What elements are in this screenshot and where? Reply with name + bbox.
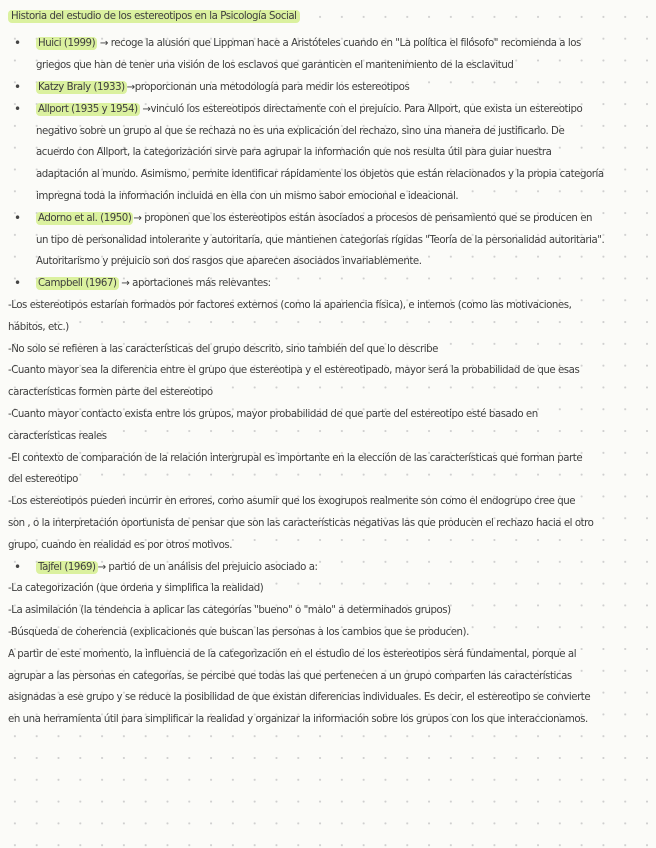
tajfel-line-7: asignadas a ese grupo y se reduce la posibilidad de que existan diferencias individuales. Es decir, el estereotipo se convierte	[8, 692, 591, 703]
campbell-line-10: del estereotipo	[8, 474, 78, 485]
bullet-huici: •	[14, 36, 22, 50]
allport-line-2: negativo sobre un grupo al que se rechaza no es una explicación del rechazo, sino una manera de justificarlo. De	[36, 126, 565, 137]
campbell-line-1: Campbell (1967) → aportaciones más relevantes:	[38, 278, 271, 289]
huici-line-1: Huici (1999) → recoge la alusión que Lippman hace a Aristóteles cuando en "La política el filósofo" recomienda a los	[38, 38, 581, 49]
allport-line-1: Allport (1935 y 1954) →vinculó los estereotipos directamente con el prejuicio. Para Allport, que exista un estereotipo	[38, 104, 583, 115]
tajfel-line-2: -La categorización (que ordena y simplifica la realidad)	[8, 583, 264, 594]
huici-line-2: griegos que han de tener una visión de los esclavos que garanticen el mantenimiento de la esclavitud	[36, 60, 514, 71]
bullet-katz: •	[14, 80, 22, 94]
campbell-line-2: -Los estereotipos estarían formados por factores externos (como la apariencia física), e internos (como las motivaciones,	[8, 300, 572, 311]
campbell-line-13: grupo, cuando en realidad es por otros motivos.	[8, 540, 233, 551]
bullet-adorno: •	[14, 211, 22, 225]
campbell-line-12: son , o la interpretación oportunista de pensar que son las características negativas las que producen el rechazo hacia el otro	[8, 518, 594, 529]
author-katz: Katzy Braly (1933)	[38, 82, 125, 93]
author-adorno: Adorno et al. (1950)	[38, 213, 132, 224]
tajfel-line-8: en una herramienta útil para simplificar la realidad y organizar la información sobre los grupos con los que interaccionamos.	[8, 714, 588, 725]
page-title	[8, 6, 648, 28]
bullet-tajfel: •	[14, 560, 22, 574]
tajfel-line-5: A partir de este momento, la influencia de la categorización en el estudio de los estereotipos será fundamental, porque al	[8, 649, 577, 660]
tajfel-line-6: agrupar a las personas en categorías, se percibe que todas las que pertenecen a un grupo comparten las características	[8, 671, 572, 682]
bullet-allport: •	[14, 102, 22, 116]
author-allport: Allport (1935 y 1954)	[38, 104, 138, 115]
title-highlight: Historia del estudio de los estereotipos en la Psicología Social	[8, 10, 300, 23]
katz-line-1: Katzy Braly (1933) →proporcionan una metodología para medir los estereotipos	[38, 82, 410, 93]
campbell-line-9: -El contexto de comparación de la relación intergrupal es importante en la elección de las características que forman parte	[8, 453, 583, 464]
allport-line-5: impregna toda la información incluida en ella con un mismo sabor emocional e ideacional.	[36, 191, 459, 202]
allport-line-3: acuerdo con Allport, la categorización sirve para agrupar la información que nos resulta útil para guiar nuestra	[36, 147, 552, 158]
campbell-line-7: -Cuanto mayor contacto exista entre los grupos, mayor probabilidad de que parte del estereotipo esté basado en	[8, 409, 538, 420]
adorno-line-3: Autoritarismo y prejuicio son dos rasgos que aparecen asociados invariablemente.	[36, 256, 422, 267]
campbell-line-11: -Los estereotipos pueden incurrir en errores, como asumir que los exogrupos realmente son como el endogrupo cree que	[8, 496, 576, 507]
author-campbell: Campbell (1967)	[38, 278, 117, 289]
tajfel-line-4: -Búsqueda de coherencia (explicaciones que buscan las personas a los cambios que se producen).	[8, 627, 469, 638]
campbell-line-6: características formen parte del estereotipo	[8, 387, 213, 398]
bullet-campbell: •	[14, 276, 22, 290]
adorno-line-1: Adorno et al. (1950) → proponen que los estereotipos están asociados a procesos de pensamiento que se producen en	[38, 213, 593, 224]
author-tajfel: Tajfel (1969)	[38, 562, 96, 573]
campbell-line-3: hábitos, etc.)	[8, 322, 69, 333]
adorno-line-2: un tipo de personalidad intolerante y autoritaria, que mantienen categorías rígidas "Teoría de la personalidad autoritaria".	[36, 235, 605, 246]
campbell-line-8: características reales	[8, 431, 107, 442]
campbell-line-5: -Cuanto mayor sea la diferencia entre el grupo que estereotipa y el estereotipado, mayor será la probabilidad de que esas	[8, 365, 580, 376]
allport-line-4: adaptación al mundo. Asimismo, permite identificar rápidamente los objetos que están relacionados y la propia categoría	[36, 169, 604, 180]
tajfel-line-3: -La asimilación (la tendencia a aplicar las categorías "bueno" o "malo" a determinados grupos)	[8, 605, 451, 616]
campbell-line-4: -No solo se refieren a las características del grupo descrito, sino también del que lo describe	[8, 344, 438, 355]
author-huici: Huici (1999)	[38, 38, 96, 49]
tajfel-line-1: Tajfel (1969) → partió de un análisis del prejuicio asociado a:	[38, 562, 318, 573]
